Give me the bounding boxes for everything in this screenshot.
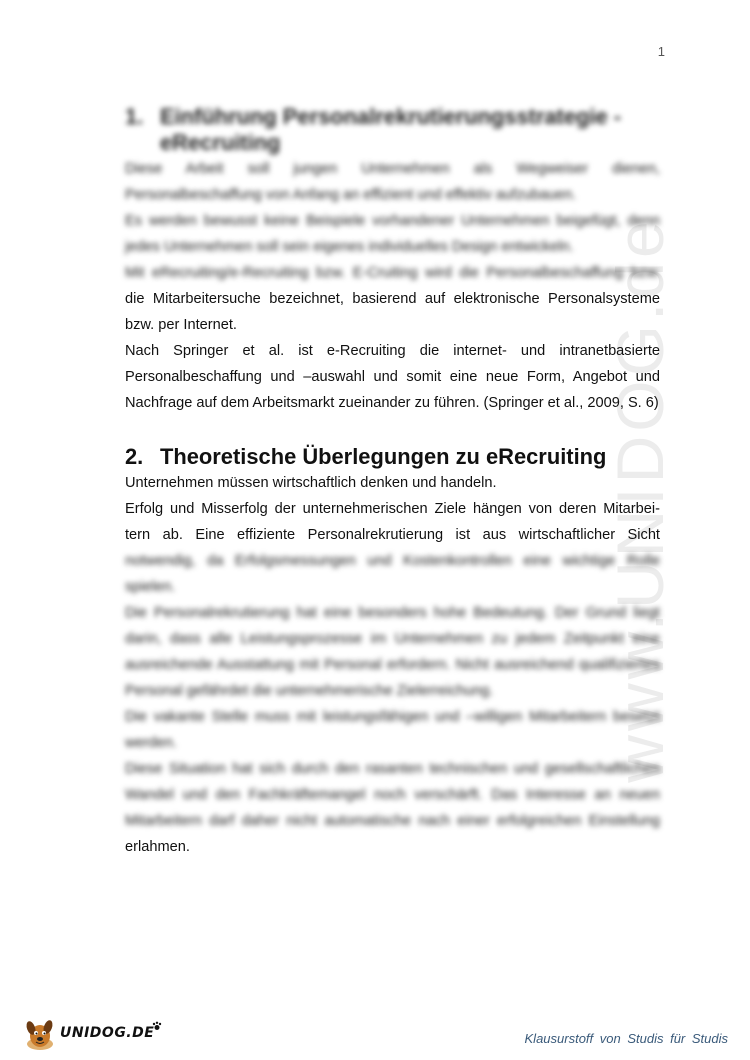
paw-icon — [152, 1021, 162, 1031]
section-1-paragraph-2: Es werden bewusst keine Beispiele vorhandener Unternehmen beigefügt, denn jedes Unternehmen soll sein eigenes individuelles Design entwickeln. — [125, 213, 660, 255]
section-2-number: 2. — [125, 444, 144, 469]
section-1-paragraph-3-text: die Mitarbeitersuche bezeichnet, basierend auf elektronische Personalsysteme bzw. per Internet. — [125, 291, 660, 333]
document-body — [125, 104, 660, 860]
footer-tagline: Klausurstoff von Studis für Studis — [524, 1031, 728, 1046]
page-number: 1 — [657, 44, 665, 59]
section-1-paragraph-springer: Nach Springer et al. ist e-Recruiting die internet- und intranetbasierte Personalbeschaffung und –auswahl und somit eine neue Form, Angebot und Nachfrage auf dem Arbeitsmarkt zueinander zu führen. (Springer et al., 2009, S. 6) — [125, 343, 660, 411]
section-1-paragraph-1: Diese Arbeit soll jungen Unternehmen als Wegweiser dienen, Personalbeschaffung von Anfang an effizient und effektiv aufzubauen. — [125, 161, 660, 203]
section-1-number: 1. — [125, 104, 144, 129]
section-spacer — [125, 416, 660, 444]
section-2-paragraph-1: Unternehmen müssen wirtschaftlich denken und handeln. — [125, 475, 497, 491]
section-1-title: Einführung Personalrekrutierungsstrategie - eRecruiting — [160, 104, 622, 155]
section-2-paragraph-2-line-2: tern ab. Eine effiziente Personalrekrutierung ist aus wirtschaftlicher Sicht — [125, 527, 660, 543]
section-2-title: Theoretische Überlegungen zu eRecruiting — [160, 444, 607, 469]
section-2-paragraph-3: Die Personalrekrutierung hat eine besonders hohe Bedeutung. Der Grund liegt darin, dass alle Leistungsprozesse im Unternehmen zu jedem Zeitpunkt eine ausreichende Ausstattung mit Personal erfordern. Nicht ausreichend qualifiziertes Personal gefährdet die unternehmerische Zielerreichung. — [125, 605, 660, 699]
section-1-paragraph-3-blurred: Mit eRecruiting/e-Recruiting bzw. E-Cruiting wird die Personalbeschaffung bzw. — [125, 265, 660, 281]
dog-mascot-icon — [22, 1014, 58, 1052]
section-2-paragraph-5-text: erlahmen. — [125, 839, 190, 855]
section-2-paragraph-2-line-1: Erfolg und Misserfolg der unternehmerischen Ziele hängen von deren Mitarbei- — [125, 501, 660, 517]
section-2-paragraph-5-blurred: Diese Situation hat sich durch den rasanten technischen und gesellschaftlichen Wandel und den Fachkräftemangel noch verschärft. Das Interesse an neuen Mitarbeitern darf daher nicht automatische nach einer erfolgreichen Einstellung — [125, 761, 660, 829]
section-1-heading — [125, 104, 660, 156]
unidog-logo — [22, 1014, 162, 1052]
section-2-paragraph-2-blurred: notwendig, da Erfolgsmessungen und Kostenkontrollen eine wichtige Rolle spielen. — [125, 553, 660, 595]
watermark-text: www.UNIDOG.de — [603, 217, 677, 783]
section-2-paragraph-5 — [125, 756, 660, 860]
logo-text: UNIDOG.DE — [60, 1025, 155, 1041]
section-2-paragraph-4: Die vakante Stelle muss mit leistungsfähigen und –willigen Mitarbeitern besetzt werden. — [125, 709, 660, 751]
section-1-paragraph-3 — [125, 260, 660, 338]
section-2-paragraph-2 — [125, 496, 660, 600]
section-2-heading — [125, 444, 660, 470]
